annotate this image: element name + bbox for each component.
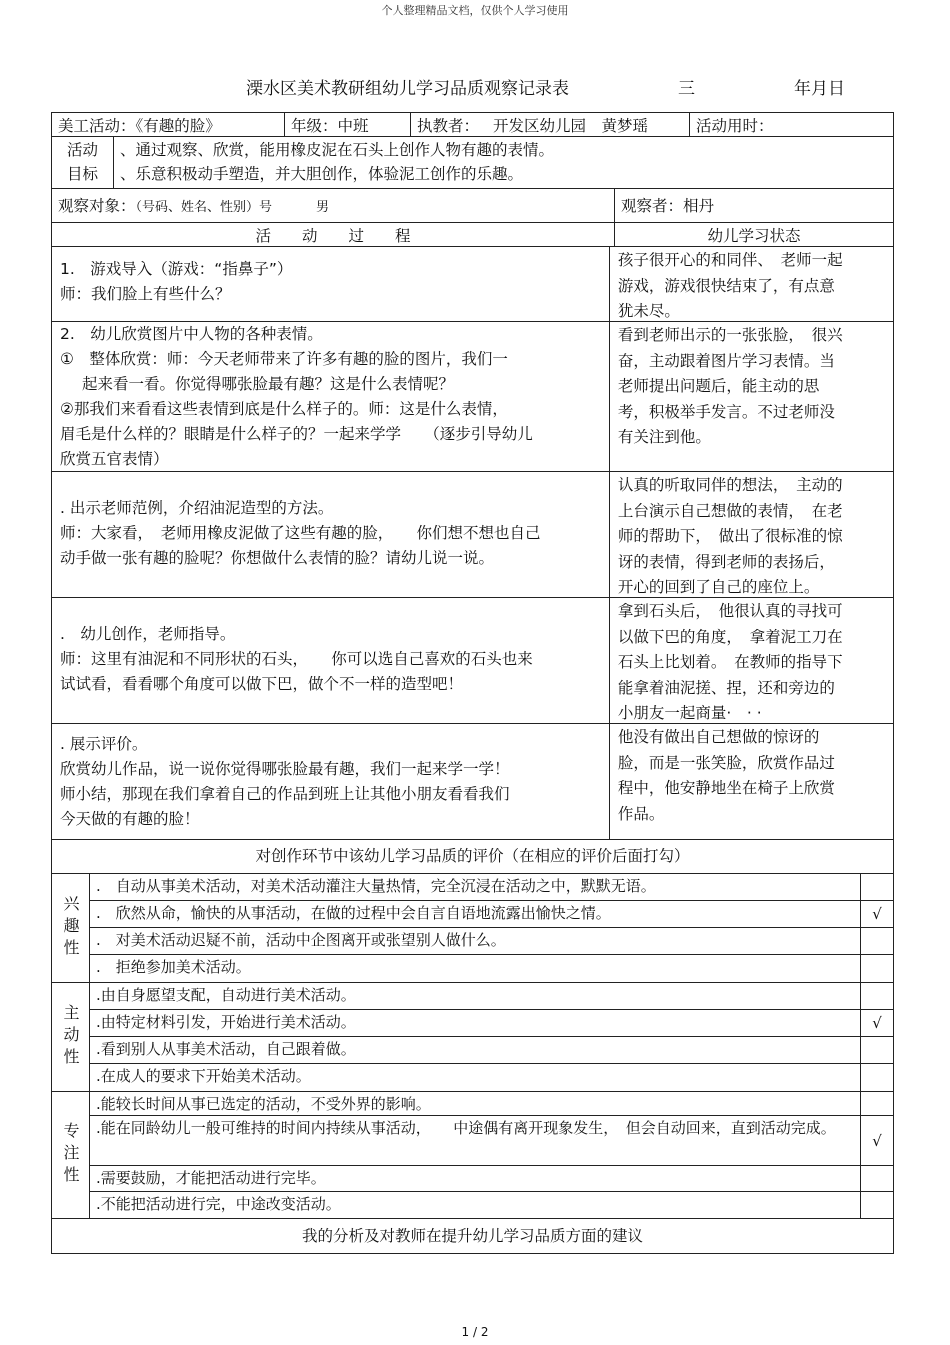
state-line: 奋，主动跟着图片学习表情。当 [617,351,835,370]
criterion-check[interactable] [861,928,893,954]
process-header-row [52,223,893,247]
criterion-text: .能在同龄幼儿一般可维持的时间内持续从事活动， 中途偶有离开现象发生， 但会自动回来，直到活动完成。 [90,1116,861,1165]
process-line: 欣赏五官表情） [60,450,169,468]
criterion-check[interactable] [861,1192,893,1218]
eval-criterion [90,874,893,901]
state-line: 作品。 [617,804,665,823]
state-line: 考，积极举手发言。不过老师没 [617,402,835,421]
criterion-check[interactable]: √ [872,905,882,923]
eval-criterion [90,1092,893,1116]
criterion-text: .需要鼓励，才能把活动进行完毕。 [90,1166,861,1191]
eval-criterion [90,983,893,1010]
goal-item: 、通过观察、欣赏，能用橡皮泥在石头上创作人物有趣的表情。 [120,141,555,159]
process-row [52,322,893,472]
eval-group-initiative [52,983,893,1092]
criterion-text: .由特定材料引发，开始进行美术活动。 [90,1010,861,1036]
child-state [610,724,893,839]
criterion-text: .看到别人从事美术活动，自己跟着做。 [90,1037,861,1063]
eval-criteria [90,874,893,982]
state-line: 讶的表情，得到老师的表扬后， [617,552,835,571]
process-row [52,724,893,840]
criterion-check[interactable] [861,1037,893,1063]
eval-category-label: 专注性 [61,1122,80,1188]
state-line: 老师提出问题后，能主动的思 [617,377,820,395]
eval-title: 对创作环节中该幼儿学习品质的评价（在相应的评价后面打勾） [255,847,690,865]
state-line: 以做下巴的角度， 拿着泥工刀在 [617,627,843,646]
child-state [610,322,893,471]
goal-label-2: 目标 [66,165,98,183]
process-step [52,472,610,597]
eval-criterion [90,1166,893,1192]
process-line: 今天做的有趣的脸！ [60,810,200,828]
eval-category-label: 兴趣性 [61,895,80,961]
process-line: . 幼儿创作，老师指导。 [60,625,236,643]
state-line: 能拿着油泥搓、捏，还和旁边的 [617,678,835,697]
criterion-text: . 自动从事美术活动，对美术活动灌注大量热情，完全沉浸在活动之中，默默无语。 [90,874,861,900]
eval-category [52,1092,90,1218]
child-state [610,472,893,597]
criterion-check[interactable] [861,1166,893,1191]
criterion-check[interactable]: √ [872,1131,882,1150]
process-step [52,724,610,839]
child-state [610,247,893,321]
process-line: . 展示评价。 [60,735,148,753]
teacher-value: 开发区幼儿园 黄梦瑶 [493,117,649,135]
process-line: 师小结，那现在我们拿着自己的作品到班上让其他小朋友看看我们 [60,785,510,803]
state-line: 开心的回到了自己的座位上。 [617,578,820,596]
eval-criterion [90,1064,893,1091]
eval-criterion [90,1192,893,1218]
analysis-title: 我的分析及对教师在提升幼儿学习品质方面的建议 [301,1226,643,1245]
child-state [610,598,893,723]
duration-cell: 活动用时： [696,117,774,135]
observe-row [52,189,893,223]
criterion-check[interactable] [861,955,893,982]
state-line: 看到老师出示的一张张脸， 很兴 [617,326,843,344]
state-line: 上台演示自己想做的表情， 在老 [617,501,843,520]
process-line: 师：我们脸上有些什么？ [60,285,231,303]
eval-category [52,874,90,982]
goal-label [52,137,114,188]
teacher-cell [411,113,690,136]
eval-title-row [52,840,893,874]
goal-label-1: 活动 [66,141,98,159]
criterion-check[interactable] [861,1092,893,1115]
target-label: 观察对象： [58,197,136,215]
eval-criterion [90,955,893,982]
criterion-check[interactable] [861,874,893,900]
analysis-title-row [52,1219,893,1253]
goal-item: 、乐意积极动手塑造，并大胆创作，体验泥工创作的乐趣。 [120,165,524,183]
title-date: 年月日 [794,79,845,99]
process-header-right: 幼儿学习状态 [707,227,801,245]
criterion-check[interactable]: √ [872,1014,882,1032]
grade-cell: 年级：中班 [285,113,411,136]
state-line: 孩子很开心的和同伴、 老师一起 [617,251,843,269]
goal-items [114,137,893,188]
state-line: 石头上比划着。 在教师的指导下 [617,653,843,671]
criterion-check[interactable] [861,983,893,1009]
state-line: 游戏，游戏很快结束了，有点意 [617,276,835,295]
eval-criterion [90,901,893,928]
observer-cell: 观察者：相丹 [621,197,715,215]
criterion-text: . 欣然从命，愉快的从事活动，在做的过程中会自言自语地流露出愉快之情。 [90,901,861,927]
process-header-left: 活 动 过 程 [52,223,615,246]
process-line: 师：大家看， 老师用橡皮泥做了这些有趣的脸， 你们想不想也自己 [60,524,541,542]
process-line: 动手做一张有趣的脸呢？你想做什么表情的脸？请幼儿说一说。 [60,549,495,567]
state-line: 脸，而是一张笑脸，欣赏作品过 [617,753,835,772]
header-note: 个人整理精品文档，仅供个人学习使用 [381,4,569,17]
activity-cell: 美工活动：《有趣的脸》 [52,113,285,136]
page-title: 溧水区美术教研组幼儿学习品质观察记录表 [246,79,569,99]
title-extra: 三 [678,79,695,99]
eval-criterion [90,1037,893,1064]
state-line: 师的帮助下， 做出了很标准的惊 [617,527,843,545]
criterion-check[interactable] [861,1064,893,1091]
eval-category-label: 主动性 [61,1004,80,1070]
process-step [52,247,610,321]
eval-group-interest [52,874,893,983]
info-row [52,113,893,137]
state-line: 小朋友一起商量· · · [617,704,762,722]
criterion-text: .不能把活动进行完，中途改变活动。 [90,1192,861,1218]
criterion-text: . 对美术活动迟疑不前，活动中企图离开或张望别人做什么。 [90,928,861,954]
process-line: 2. 幼儿欣赏图片中人物的各种表情。 [60,325,323,343]
target-gender: 男 [316,200,330,215]
criterion-text: .在成人的要求下开始美术活动。 [90,1064,861,1091]
process-row [52,472,893,598]
observation-table [51,112,894,1254]
state-line: 认真的听取同伴的想法， 主动的 [617,476,843,494]
observe-target-cell [52,189,615,222]
eval-criterion [90,928,893,955]
state-line: 有关注到他。 [617,428,711,446]
process-line: 1. 游戏导入（游戏：“指鼻子”） [60,260,293,278]
criterion-text: .由自身愿望支配，自动进行美术活动。 [90,983,861,1009]
process-line: . 出示老师范例，介绍油泥造型的方法。 [60,499,334,517]
target-hint: （号码、姓名、性别）号 [135,200,273,215]
state-line: 程中，他安静地坐在椅子上欣赏 [617,779,835,797]
process-line: 师：这里有油泥和不同形状的石头， 你可以选自己喜欢的石头也来 [60,650,533,668]
process-line: 欣赏幼儿作品，说一说你觉得哪张脸最有趣，我们一起来学一学！ [60,760,510,778]
eval-category [52,983,90,1091]
state-line: 拿到石头后， 他很认真的寻找可 [617,602,843,620]
process-line: 试试看，看看哪个角度可以做下巴，做个不一样的造型吧！ [60,675,464,693]
process-row [52,247,893,322]
process-line: 起来看一看。你觉得哪张脸最有趣？这是什么表情呢？ [82,375,455,393]
process-line: 眉毛是什么样的？眼睛是什么样子的？一起来学学 （逐步引导幼儿 [60,425,533,443]
page-number: 1 / 2 [461,1325,489,1339]
state-line: 犹未尽。 [617,302,680,320]
teacher-label: 执教者： [417,117,480,135]
process-step [52,322,610,471]
eval-criteria [90,983,893,1091]
eval-group-focus [52,1092,893,1219]
eval-criterion [90,1116,893,1166]
process-line: ②那我们来看看这些表情到底是什么样子的。师：这是什么表情， [60,400,508,418]
state-line: 他没有做出自己想做的惊讶的 [617,728,820,746]
eval-criterion [90,1010,893,1037]
criterion-text: . 拒绝参加美术活动。 [90,955,861,982]
process-step [52,598,610,723]
process-line: ① 整体欣赏：师：今天老师带来了许多有趣的脸的图片，我们一 [60,350,508,368]
process-row [52,598,893,724]
criterion-text: .能较长时间从事已选定的活动，不受外界的影响。 [90,1092,861,1115]
goal-row [52,137,893,189]
eval-criteria [90,1092,893,1218]
